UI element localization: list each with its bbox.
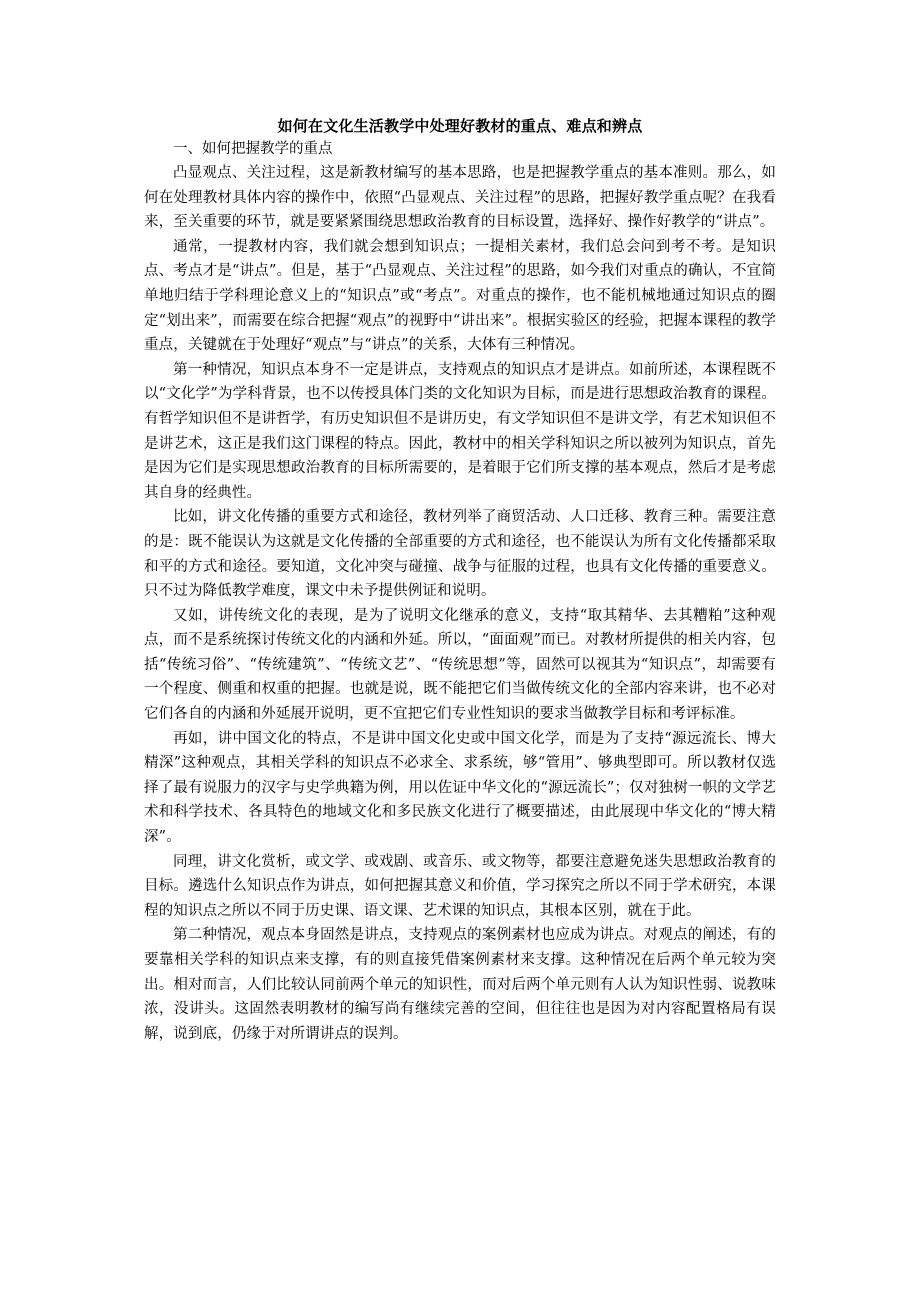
paragraph: 凸显观点、关注过程，这是新教材编写的基本思路，也是把握教学重点的基本准则。那么，如何在处理教材具体内容的操作中，依照“凸显观点、关注过程”的思路，把握好教学重点呢？在我看来，至关重要的环节，就是要紧紧围绕思想政治教育的目标设置，选择好、操作好教学的“讲点”。: [144, 165, 776, 231]
document-page: [144, 114, 776, 1046]
document-title: 如何在文化生活教学中处理好教材的重点、难点和辨点: [277, 117, 643, 135]
paragraph: 第一种情况，知识点本身不一定是讲点，支持观点的知识点才是讲点。如前所述，本课程既不以“文化学”为学科背景，也不以传授具体门类的文化知识为目标，而是进行思想政治教育的课程。有哲学知识但不是讲哲学，有历史知识但不是讲历史，有文学知识但不是讲文学，有艺术知识但不是讲艺术，这正是我们这门课程的特点。因此，教材中的相关学科知识之所以被列为知识点，首先是因为它们是实现思想政治教育的目标所需要的，是着眼于它们所支撑的基本观点，然后才是考虑其自身的经典性。: [144, 361, 776, 501]
paragraph: 同理，讲文化赏析，或文学、或戏剧、或音乐、或文物等，都要注意避免迷失思想政治教育的目标。遴选什么知识点作为讲点，如何把握其意义和价值，学习探究之所以不同于学术研究，本课程的知识点之所以不同于历史课、语文课、艺术课的知识点，其根本区别，就在于此。: [144, 853, 776, 919]
paragraph: 再如，讲中国文化的特点，不是讲中国文化史或中国文化学，而是为了支持“源远流长、博大精深”这种观点，其相关学科的知识点不必求全、求系统，够“管用”、够典型即可。所以教材仅选择了最有说服力的汉字与史学典籍为例，用以佐证中华文化的“源远流长”；仅对独树一帜的文学艺术和科学技术、各具特色的地域文化和多民族文化进行了概要描述，由此展现中华文化的“博大精深”。: [144, 730, 776, 846]
paragraph: 比如，讲文化传播的重要方式和途径，教材列举了商贸活动、人口迁移、教育三种。需要注意的是：既不能误认为这就是文化传播的全部重要的方式和途径，也不能误认为所有文化传播都采取和平的方式和途径。要知道，文化冲突与碰撞、战争与征服的过程，也具有文化传播的重要意义。只不过为降低教学难度，课文中未予提供例证和说明。: [144, 509, 776, 600]
paragraph: 又如，讲传统文化的表现，是为了说明文化继承的意义，支持“取其精华、去其糟粕”这种观点，而不是系统探讨传统文化的内涵和外延。所以，“面面观”而已。对教材所提供的相关内容，包括“传统习俗”、“传统建筑”、“传统文艺”、“传统思想”等，固然可以视其为“知识点”，却需要有一个程度、侧重和权重的把握。也就是说，既不能把它们当做传统文化的全部内容来讲，也不必对它们各自的内涵和外延展开说明，更不宜把它们专业性知识的要求当做教学目标和考评标准。: [144, 607, 776, 723]
paragraph: 第二种情况，观点本身固然是讲点，支持观点的案例素材也应成为讲点。对观点的阐述，有的要靠相关学科的知识点来支撑，有的则直接凭借案例素材来支撑。这种情况在后两个单元较为突出。相对而言，人们比较认同前两个单元的知识性，而对后两个单元则有人认为知识性弱、说教味浓，没讲头。这固然表明教材的编写尚有继续完善的空间，但往往也是因为对内容配置格局有误解，说到底，仍缘于对所谓讲点的误判。: [144, 927, 776, 1042]
section-heading: 一、如何把握教学的重点: [173, 141, 333, 157]
paragraph: 通常，一提教材内容，我们就会想到知识点；一提相关素材，我们总会问到考不考。是知识点、考点才是“讲点”。但是，基于“凸显观点、关注过程”的思路，如今我们对重点的确认，不宜简单地归结于学科理论意义上的“知识点”或“考点”。对重点的操作，也不能机械地通过知识点的圈定“划出来”，而需要在综合把握“观点”的视野中“讲出来”。根据实验区的经验，把握本课程的教学重点，关键就在于处理好“观点”与“讲点”的关系，大体有三种情况。: [144, 238, 776, 354]
